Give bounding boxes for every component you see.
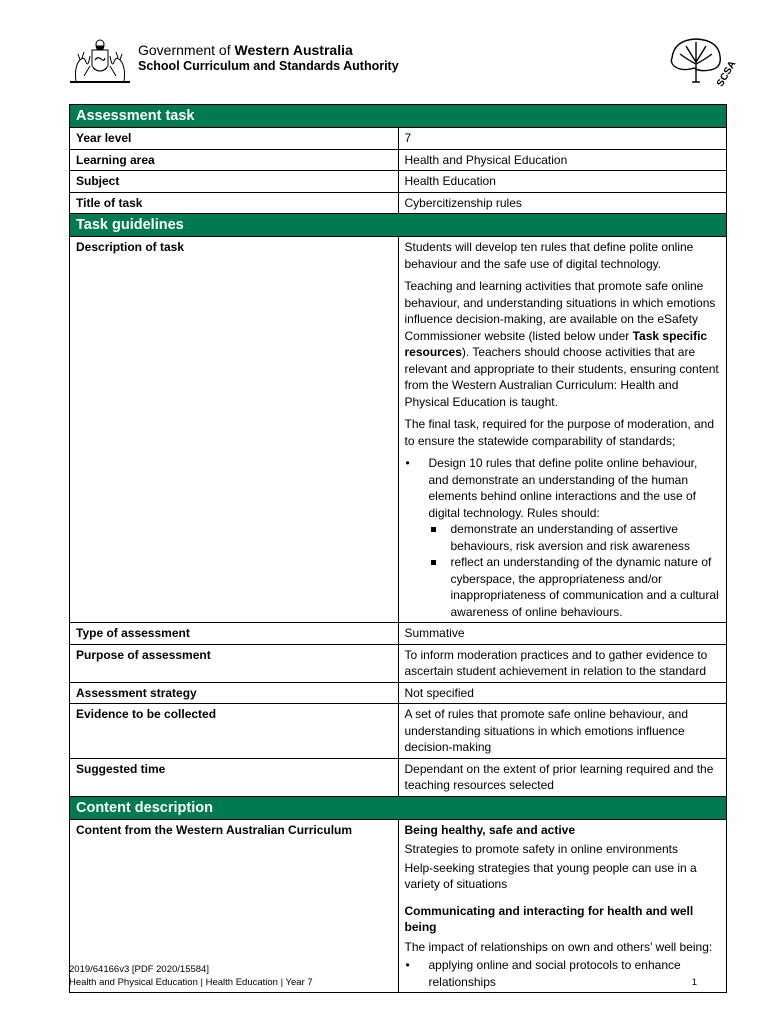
assessment-task-table bbox=[69, 104, 727, 993]
table-row bbox=[70, 237, 727, 623]
row-label: Type of assessment bbox=[70, 623, 399, 645]
table-row bbox=[70, 623, 727, 645]
page-number: 1 bbox=[691, 977, 697, 988]
section-header-assessment-task bbox=[70, 105, 727, 128]
section-header-task-guidelines bbox=[70, 214, 727, 237]
spacer bbox=[405, 895, 721, 903]
list-item: demonstrate an understanding of assertive behaviours, risk aversion and risk awareness bbox=[429, 521, 721, 554]
row-label: Assessment strategy bbox=[70, 682, 399, 704]
row-value: Not specified bbox=[398, 682, 727, 704]
scsa-logo-text: SCSA bbox=[715, 59, 739, 89]
section-header-content-description bbox=[70, 796, 727, 819]
table-row bbox=[70, 682, 727, 704]
table-row bbox=[70, 758, 727, 796]
government-title: Government of Western Australia bbox=[138, 42, 353, 58]
page-header bbox=[66, 34, 739, 90]
description-paragraph: The final task, required for the purpose of moderation, and to ensure the statewide comparability of standards; bbox=[404, 417, 715, 448]
section-title: Content description bbox=[70, 796, 727, 819]
row-value: Health and Physical Education bbox=[398, 149, 727, 171]
row-label: Description of task bbox=[70, 237, 399, 623]
content-line: The impact of relationships on own and others’ well being: bbox=[404, 939, 713, 954]
row-label: Subject bbox=[70, 171, 399, 193]
row-value: 7 bbox=[398, 128, 727, 150]
row-value: Summative bbox=[398, 623, 727, 645]
authority-name: School Curriculum and Standards Authority bbox=[138, 59, 399, 73]
description-cell bbox=[398, 237, 727, 623]
content-line: Help-seeking strategies that young people can use in a variety of situations bbox=[404, 860, 697, 891]
government-wordmark bbox=[138, 42, 399, 74]
list-item: • Design 10 rules that define polite online behaviour, and demonstrate an understanding of the human elements behind online interactions and the use of digital technology. Rules should: demonstrate an understanding of assertive behaviours, risk aversion and risk awareness reflect an understanding of the dynamic nature of cyberspace, the appropriateness and/or inappropriateness of communication and a cultural awareness of online behaviours. bbox=[405, 455, 721, 620]
section-title: Task guidelines bbox=[70, 214, 727, 237]
table-row bbox=[70, 192, 727, 214]
list-item: • applying online and social protocols to enhance relationships bbox=[405, 957, 721, 990]
page-footer bbox=[69, 963, 727, 989]
description-paragraph: Students will develop ten rules that define polite online behaviour and the safe use of digital technology. bbox=[404, 240, 694, 271]
content-line: Strategies to promote safety in online environments bbox=[404, 842, 678, 856]
row-label: Title of task bbox=[70, 192, 399, 214]
row-label: Learning area bbox=[70, 149, 399, 171]
rules-sub-list bbox=[429, 521, 721, 620]
content-heading: Being healthy, safe and active bbox=[404, 822, 576, 837]
description-paragraph: Teaching and learning activities that promote safe online behaviour, and understanding situations in which emotions influence decision-making, are available on the eSafety Commissioner website (listed below under Task specific resources). Teachers should choose activities that are relevant and appropriate to their students, ensuring content from the Western Australian Curriculum: Health and Physical Education is taught. bbox=[404, 279, 719, 409]
footer-breadcrumb: Health and Physical Education | Health Education | Year 7 bbox=[69, 977, 313, 988]
task-bullet-list bbox=[405, 455, 721, 620]
scsa-tree-logo-icon bbox=[666, 34, 739, 90]
row-label: Suggested time bbox=[70, 758, 399, 796]
row-value: Cybercitizenship rules bbox=[398, 192, 727, 214]
row-label: Evidence to be collected bbox=[70, 704, 399, 759]
row-value: Dependant on the extent of prior learning required and the teaching resources selected bbox=[398, 758, 727, 796]
table-row bbox=[70, 149, 727, 171]
content-heading: Communicating and interacting for health and well being bbox=[404, 903, 694, 934]
table-row bbox=[70, 171, 727, 193]
list-item: reflect an understanding of the dynamic nature of cyberspace, the appropriateness and/or inappropriateness of communication and a cultural awareness of online behaviours. bbox=[429, 554, 721, 620]
row-label: Year level bbox=[70, 128, 399, 150]
row-value: To inform moderation practices and to gather evidence to ascertain student achievement in relation to the standard bbox=[398, 644, 727, 682]
wa-coat-of-arms-icon bbox=[66, 36, 134, 86]
document-reference: 2019/64166v3 [PDF 2020/15584] bbox=[69, 964, 209, 975]
table-row bbox=[70, 128, 727, 150]
row-label: Purpose of assessment bbox=[70, 644, 399, 682]
table-row bbox=[70, 644, 727, 682]
row-value: Health Education bbox=[398, 171, 727, 193]
table-row bbox=[70, 704, 727, 759]
section-title: Assessment task bbox=[70, 105, 727, 128]
row-value: A set of rules that promote safe online behaviour, and understanding situations in which emotions influence decision-making bbox=[398, 704, 727, 759]
row-label: Content from the Western Australian Curriculum bbox=[70, 819, 399, 993]
